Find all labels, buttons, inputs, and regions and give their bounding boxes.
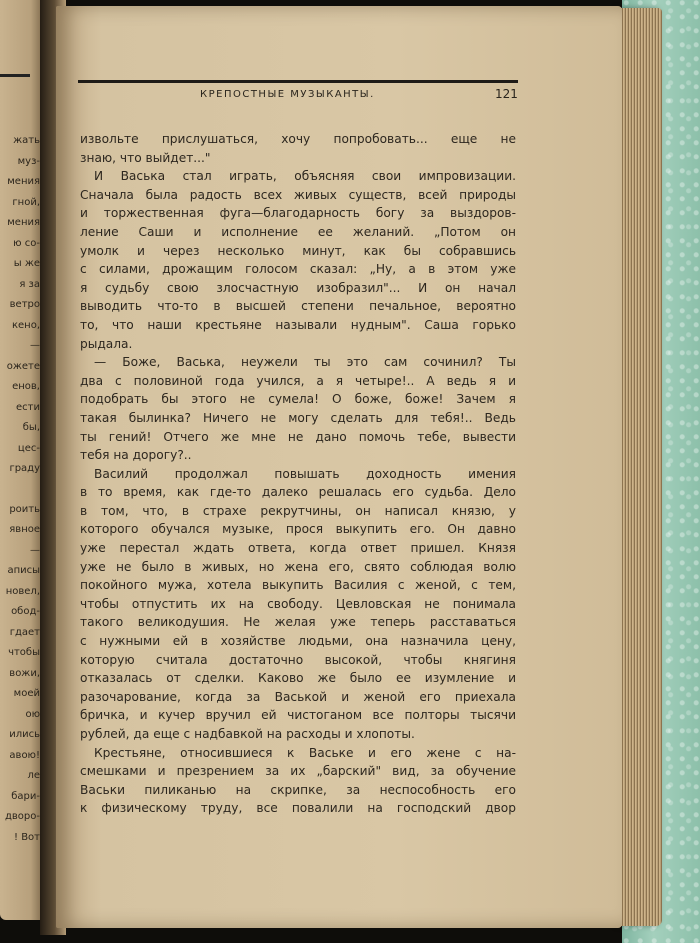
left-page-fragment: ю со-: [13, 237, 40, 249]
text-line: которую считала достаточно высокой, чтобы княгиня: [80, 652, 516, 667]
left-page-fragment: ! Вот: [14, 831, 40, 843]
left-page-fragment: ожете: [6, 360, 40, 372]
text-line: бричка, и кучер вручил ей чистоганом все полторы тысячи: [80, 708, 516, 723]
text-line: умолк и через несколько минут, как бы собравшись: [80, 243, 516, 258]
left-page-fragment: я за: [19, 278, 40, 290]
text-line: покойного мужа, хотела выкупить Василия с женой, с тем,: [80, 578, 516, 593]
text-line: смешками и презрением за их „барский" вид, за обучение: [80, 764, 516, 779]
left-page-fragment: чтобы: [8, 647, 40, 658]
text-line: Василий продолжал повышать доходность имения: [94, 466, 516, 481]
left-page-fragment: муз-: [17, 155, 40, 167]
text-line: с силами, дрожащим голосом сказал: „Ну, а в этом уже: [80, 262, 516, 277]
left-page-fragment: дворо-: [5, 811, 40, 822]
text-line: Васьки пиликанью на скрипке, за неспособность его: [80, 782, 516, 797]
text-line: которого обучался музыке, прося выкупить его. Он давно: [80, 522, 516, 537]
text-line: отказалась от сделки. Каково же было ее изумление и: [80, 671, 516, 686]
text-line: ты гений! Отчего же мне не дано помочь тебе, вывести: [80, 429, 516, 444]
left-page-fragment: мения: [7, 176, 40, 187]
left-page-fragment: ились: [9, 729, 40, 740]
page-number: 121: [495, 87, 518, 101]
running-head: КРЕПОСТНЫЕ МУЗЫКАНТЫ.: [200, 89, 375, 100]
text-line: тебя на дорогу?..: [80, 448, 192, 463]
left-page-fragment: обод-: [11, 606, 40, 617]
text-line: ление Саши и исполнение ее желаний. „Потом он: [80, 224, 516, 239]
left-facing-page: [0, 0, 44, 920]
text-line: — Боже, Васька, неужели ты это сам сочинил? Ты: [94, 355, 516, 370]
left-page-fragment: мения: [7, 217, 40, 228]
text-line: рыдала.: [80, 336, 133, 351]
text-line: чтобы отпустить их на свободу. Цевловская не понимала: [80, 596, 516, 611]
text-line: в то время, как где-то далеко решалась его судьба. Дело: [80, 485, 516, 500]
text-line: уже перестал ждать ответа, когда ответ пришел. Князя: [80, 541, 516, 556]
text-line: Крестьяне, относившиеся к Ваське и его жене с на-: [94, 745, 516, 760]
left-page-fragment: роить: [9, 503, 40, 515]
left-page-fragment: авою!: [9, 749, 40, 761]
text-line: И Васька стал играть, объясняя свои импровизации.: [94, 169, 516, 184]
left-page-fragment: вожи,: [9, 667, 40, 679]
text-line: такая былинка? Ничего не могу сделать для тебя!.. Ведь: [80, 410, 516, 425]
text-line: такого великодушия. Не желая уже теперь расставаться: [80, 615, 516, 630]
left-page-fragment: аписы: [7, 565, 40, 576]
left-page-fragment: гной,: [12, 196, 40, 208]
left-page-fragment: явное: [9, 524, 40, 535]
text-line: Сначала была радость всех живых существ, всей природы: [80, 187, 516, 202]
text-line: я судьбу свою злосчастную изобразил"... И он начал: [80, 280, 516, 295]
page-edges: [618, 8, 662, 926]
left-page-fragment: жать: [13, 135, 40, 146]
text-line: то, что наши крестьяне называли нудным". Саша горько: [80, 317, 516, 332]
text-line: два с половиной года учился, а я четыре!.. А ведь я и: [80, 373, 516, 388]
text-line: подобрать бы этого не сумела! О боже, боже! Зачем я: [80, 392, 516, 407]
left-page-fragment: ле: [27, 770, 40, 781]
left-page-fragment: ою: [25, 708, 40, 720]
text-line: с нужными ей в хозяйстве людьми, она назначила цену,: [80, 634, 516, 649]
text-line: разочарование, когда за Васькой и женой его приехала: [80, 689, 516, 704]
left-page-rule: [0, 74, 30, 77]
text-line: уже не было в живых, но жена его, свято соблюдая волю: [80, 559, 516, 574]
left-page-fragment: ветро: [9, 299, 40, 310]
text-line: знаю, что выйдет...": [80, 150, 211, 165]
text-line: извольте прислушаться, хочу попробовать... еще не: [80, 132, 516, 146]
text-line: к физическому труду, все повалили на господский двор: [80, 801, 516, 816]
left-page-fragment: граду: [9, 463, 40, 474]
page-body-text: [80, 130, 516, 818]
left-page-fragment: енов,: [12, 381, 40, 392]
left-page-fragment: гдает: [9, 626, 40, 638]
text-line: и торжественная фуга—благодарность богу за выздоров-: [80, 206, 516, 221]
left-page-fragment: ести: [16, 401, 40, 413]
left-page-fragment: —: [30, 340, 40, 351]
left-page-fragment: —: [30, 544, 40, 556]
left-page-fragment: цес-: [17, 442, 40, 454]
left-page-fragment: бари-: [11, 790, 40, 802]
left-page-fragment: бы,: [22, 422, 40, 433]
text-line: в том, что, в страхе рекрутчины, он написал князю, у: [80, 503, 516, 518]
left-page-fragment: новел,: [5, 585, 40, 597]
header-rule: [78, 80, 518, 83]
text-line: рублей, да еще с надбавкой на расходы и хлопоты.: [80, 727, 415, 741]
left-page-fragment: моей: [13, 688, 40, 699]
left-page-fragment: кено,: [11, 319, 40, 331]
left-page-fragment: ы же: [13, 258, 40, 269]
text-line: выводить что-то в высшей степени печальное, вероятно: [80, 299, 516, 314]
